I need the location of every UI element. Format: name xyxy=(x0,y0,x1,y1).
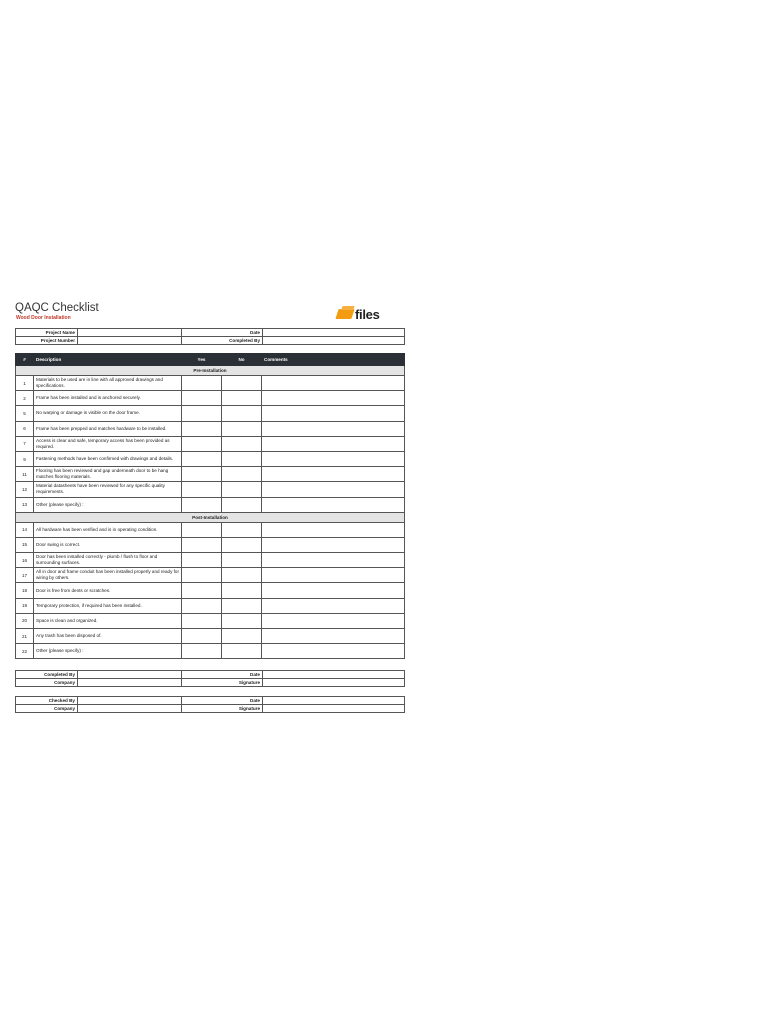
checklist-row xyxy=(16,406,405,421)
item-number: 15 xyxy=(16,537,34,552)
yes-checkbox-cell[interactable] xyxy=(182,497,222,512)
comments-field[interactable] xyxy=(262,451,405,466)
completed-signoff-table xyxy=(15,670,405,687)
no-checkbox-cell[interactable] xyxy=(222,451,262,466)
comments-field[interactable] xyxy=(262,553,405,568)
comments-field[interactable] xyxy=(262,391,405,406)
column-header-comments: Comments xyxy=(262,354,405,366)
yes-checkbox-cell[interactable] xyxy=(182,467,222,482)
checklist-row xyxy=(16,451,405,466)
checked-signature-label: Signature xyxy=(182,705,263,713)
completed-by-label: Completed By xyxy=(182,337,263,345)
comments-field[interactable] xyxy=(262,406,405,421)
yes-checkbox-cell[interactable] xyxy=(182,553,222,568)
item-description: Other (please specify) : xyxy=(34,497,182,512)
no-checkbox-cell[interactable] xyxy=(222,568,262,583)
item-description: Flooring has been reviewed and gap underneath door to be hang matches flooring materials. xyxy=(34,467,182,482)
no-checkbox-cell[interactable] xyxy=(222,598,262,613)
yes-checkbox-cell[interactable] xyxy=(182,583,222,598)
brand-logo xyxy=(337,306,380,322)
section-header-row xyxy=(16,366,405,376)
no-checkbox-cell[interactable] xyxy=(222,522,262,537)
yes-checkbox-cell[interactable] xyxy=(182,436,222,451)
comments-field[interactable] xyxy=(262,537,405,552)
item-description: Door swing is correct. xyxy=(34,537,182,552)
no-checkbox-cell[interactable] xyxy=(222,613,262,628)
no-checkbox-cell[interactable] xyxy=(222,497,262,512)
comments-field[interactable] xyxy=(262,421,405,436)
checklist-row xyxy=(16,537,405,552)
checked-date-label: Date xyxy=(182,697,263,705)
no-checkbox-cell[interactable] xyxy=(222,644,262,659)
no-checkbox-cell[interactable] xyxy=(222,436,262,451)
comments-field[interactable] xyxy=(262,436,405,451)
item-number: 20 xyxy=(16,613,34,628)
comments-field[interactable] xyxy=(262,482,405,497)
item-description: Frame has been prepped and matches hardware to be installed. xyxy=(34,421,182,436)
item-description: Material datasheets have been reviewed for any specific quality requirements. xyxy=(34,482,182,497)
comments-field[interactable] xyxy=(262,568,405,583)
signoff-completed-by-label: Completed By xyxy=(16,671,78,679)
item-description: Other (please specify) : xyxy=(34,644,182,659)
item-description: Door has been installed correctly - plumb / flush to floor and surrounding surfaces. xyxy=(34,553,182,568)
yes-checkbox-cell[interactable] xyxy=(182,522,222,537)
checklist-row xyxy=(16,568,405,583)
no-checkbox-cell[interactable] xyxy=(222,421,262,436)
comments-field[interactable] xyxy=(262,629,405,644)
signoff-company-field[interactable] xyxy=(78,679,182,687)
column-header-no: No xyxy=(222,354,262,366)
yes-checkbox-cell[interactable] xyxy=(182,613,222,628)
checklist-row xyxy=(16,598,405,613)
checklist-row xyxy=(16,467,405,482)
item-number: 19 xyxy=(16,598,34,613)
no-checkbox-cell[interactable] xyxy=(222,583,262,598)
item-number: 2 xyxy=(16,391,34,406)
checklist-row xyxy=(16,613,405,628)
item-number: 6 xyxy=(16,421,34,436)
column-header-number: # xyxy=(16,354,34,366)
item-number: 22 xyxy=(16,644,34,659)
signoff-company-label: Company xyxy=(16,679,78,687)
logo-text: files xyxy=(355,306,380,322)
yes-checkbox-cell[interactable] xyxy=(182,598,222,613)
checklist-row xyxy=(16,421,405,436)
section-header-row xyxy=(16,512,405,522)
item-number: 16 xyxy=(16,553,34,568)
folder-stack-icon xyxy=(335,309,354,319)
signoff-date-field[interactable] xyxy=(263,671,405,679)
comments-field[interactable] xyxy=(262,644,405,659)
item-number: 11 xyxy=(16,467,34,482)
checked-date-field[interactable] xyxy=(263,697,405,705)
checklist-row xyxy=(16,629,405,644)
item-number: 13 xyxy=(16,497,34,512)
no-checkbox-cell[interactable] xyxy=(222,482,262,497)
checked-signature-field[interactable] xyxy=(263,705,405,713)
yes-checkbox-cell[interactable] xyxy=(182,482,222,497)
checklist-row xyxy=(16,482,405,497)
item-description: All in door and frame conduit has been installed properly and ready for wiring by others. xyxy=(34,568,182,583)
comments-field[interactable] xyxy=(262,613,405,628)
checklist-row xyxy=(16,497,405,512)
item-number: 18 xyxy=(16,583,34,598)
item-description: Fastening methods have been confirmed with drawings and details. xyxy=(34,451,182,466)
no-checkbox-cell[interactable] xyxy=(222,391,262,406)
item-number: 9 xyxy=(16,451,34,466)
checklist-row xyxy=(16,376,405,391)
item-number: 7 xyxy=(16,436,34,451)
yes-checkbox-cell[interactable] xyxy=(182,644,222,659)
item-description: No warping or damage is visible on the door frame. xyxy=(34,406,182,421)
no-checkbox-cell[interactable] xyxy=(222,406,262,421)
item-description: Space is clean and organized. xyxy=(34,613,182,628)
item-number: 21 xyxy=(16,629,34,644)
item-description: Materials to be used are in line with all approved drawings and specifications. xyxy=(34,376,182,391)
completed-by-field[interactable] xyxy=(263,337,405,345)
comments-field[interactable] xyxy=(262,583,405,598)
yes-checkbox-cell[interactable] xyxy=(182,629,222,644)
comments-field[interactable] xyxy=(262,522,405,537)
column-header-yes: Yes xyxy=(182,354,222,366)
item-description: Access is clear and safe, temporary access has been provided as required. xyxy=(34,436,182,451)
column-header-description: Description xyxy=(34,354,182,366)
no-checkbox-cell[interactable] xyxy=(222,629,262,644)
signoff-signature-label: Signature xyxy=(182,679,263,687)
item-description: Any trash has been disposed of. xyxy=(34,629,182,644)
no-checkbox-cell[interactable] xyxy=(222,376,262,391)
project-number-label: Project Number xyxy=(16,337,78,345)
date-field[interactable] xyxy=(263,329,405,337)
item-number: 14 xyxy=(16,522,34,537)
yes-checkbox-cell[interactable] xyxy=(182,376,222,391)
yes-checkbox-cell[interactable] xyxy=(182,421,222,436)
item-description: All hardware has been verified and is in operating condition. xyxy=(34,522,182,537)
document-title: QAQC Checklist xyxy=(15,302,99,314)
checklist-row xyxy=(16,553,405,568)
item-number: 1 xyxy=(16,376,34,391)
project-name-label: Project Name xyxy=(16,329,78,337)
checked-company-label: Company xyxy=(16,705,78,713)
section-title: Pre-Installation xyxy=(16,366,405,376)
yes-checkbox-cell[interactable] xyxy=(182,451,222,466)
checklist-row xyxy=(16,522,405,537)
comments-field[interactable] xyxy=(262,497,405,512)
item-number: 5 xyxy=(16,406,34,421)
item-number: 12 xyxy=(16,482,34,497)
signoff-date-label: Date xyxy=(182,671,263,679)
no-checkbox-cell[interactable] xyxy=(222,553,262,568)
project-number-field[interactable] xyxy=(78,337,182,345)
yes-checkbox-cell[interactable] xyxy=(182,406,222,421)
signoff-completed-by-field[interactable] xyxy=(78,671,182,679)
checklist-header-row xyxy=(16,354,405,366)
yes-checkbox-cell[interactable] xyxy=(182,391,222,406)
no-checkbox-cell[interactable] xyxy=(222,537,262,552)
checked-by-label: Checked By xyxy=(16,697,78,705)
checked-company-field[interactable] xyxy=(78,705,182,713)
item-number: 17 xyxy=(16,568,34,583)
checklist-table xyxy=(15,353,405,659)
item-description: Door is free from dents or scratches. xyxy=(34,583,182,598)
project-info-table xyxy=(15,328,405,345)
checklist-row xyxy=(16,436,405,451)
yes-checkbox-cell[interactable] xyxy=(182,568,222,583)
checklist-row xyxy=(16,583,405,598)
document-subtitle: Wood Door Installation xyxy=(16,315,71,321)
item-description: Temporary protection, if required has been installed. xyxy=(34,598,182,613)
checked-by-field[interactable] xyxy=(78,697,182,705)
comments-field[interactable] xyxy=(262,376,405,391)
signoff-signature-field[interactable] xyxy=(263,679,405,687)
checked-signoff-table xyxy=(15,696,405,713)
date-label: Date xyxy=(182,329,263,337)
checklist-row xyxy=(16,391,405,406)
comments-field[interactable] xyxy=(262,467,405,482)
section-title: Post-Installation xyxy=(16,512,405,522)
yes-checkbox-cell[interactable] xyxy=(182,537,222,552)
item-description: Frame has been installed and is anchored securely. xyxy=(34,391,182,406)
project-name-field[interactable] xyxy=(78,329,182,337)
no-checkbox-cell[interactable] xyxy=(222,467,262,482)
comments-field[interactable] xyxy=(262,598,405,613)
checklist-row xyxy=(16,644,405,659)
